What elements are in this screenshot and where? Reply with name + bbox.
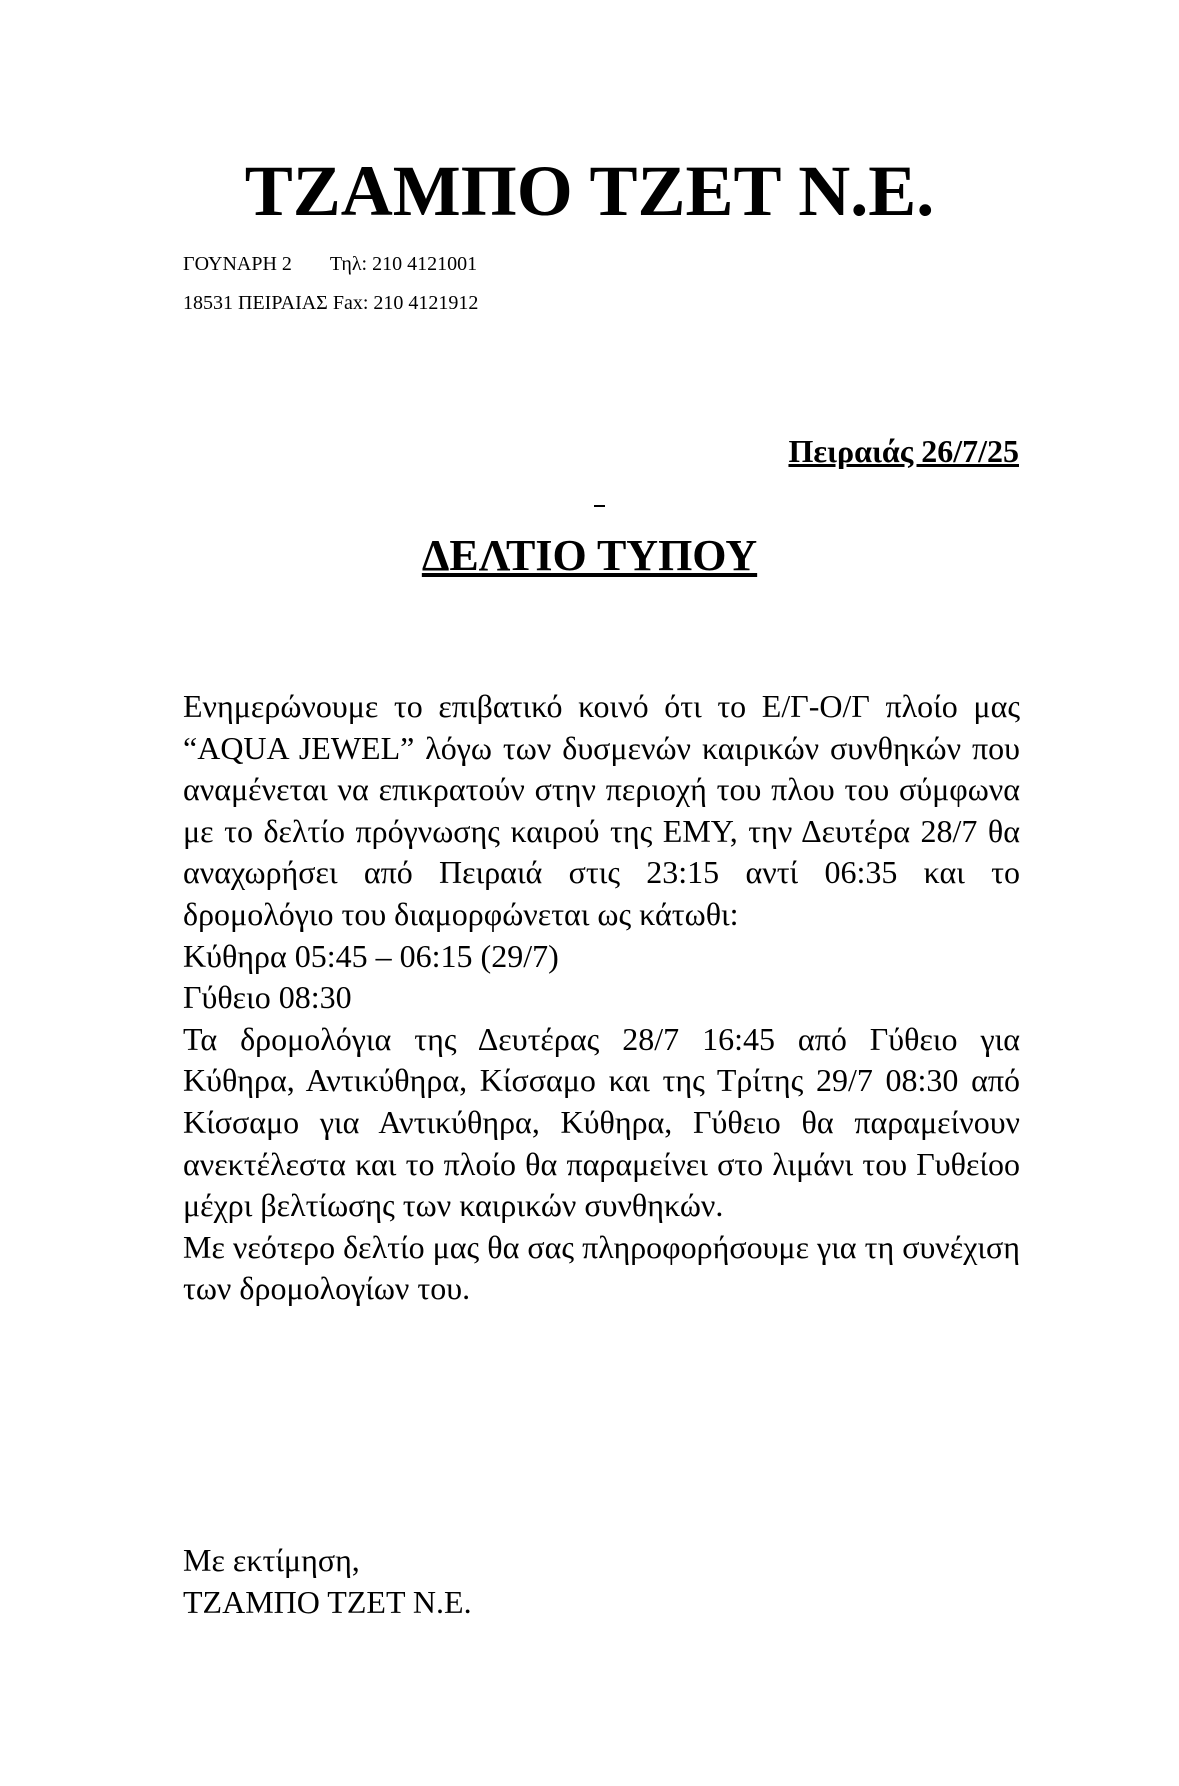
document-title: ΔΕΛΤΙΟ ΤΥΠΟΥ xyxy=(421,531,758,580)
address-street-phone xyxy=(183,252,477,276)
salutation: Με εκτίμηση, xyxy=(183,1542,360,1578)
closing-block xyxy=(183,1540,472,1623)
address-city-fax: 18531 ΠΕΙΡΑΙΑΣ Fax: 210 4121912 xyxy=(183,292,479,314)
street-address: ΓΟΥΝΑΡΗ 2 xyxy=(183,253,292,275)
cancellations-paragraph: Τα δρομολόγια της Δευτέρας 28/7 16:45 από Γύθειο για Κύθηρα, Αντικύθηρα, Κίσσαμο και της Τρίτης 29/7 08:30 από Κίσσαμο για Αντικύθηρα, Κύθηρα, Γύθειο θα παραμείνουν ανεκτέλεστα και το πλοίο θα παραμείνει στο λιμάνι του Γυθείοο μέχρι βελτίωσης των καιρικών συνθηκών. xyxy=(183,1020,1020,1224)
followup-paragraph: Με νεότερο δελτίο μας θα σας πληροφορήσουμε για τη συνέχιση των δρομολογίων του. xyxy=(183,1228,1020,1307)
company-name: ΤΖΑΜΠΟ ΤΖΕΤ Ν.Ε. xyxy=(244,151,935,231)
schedule-line: Κύθηρα 05:45 – 06:15 (29/7) xyxy=(183,937,559,974)
body-text xyxy=(183,686,1020,1310)
stray-dash-mark xyxy=(594,505,605,507)
phone-number: Τηλ: 210 4121001 xyxy=(329,253,478,275)
intro-paragraph: Ενημερώνουμε το επιβατικό κοινό ότι το Ε/Γ-Ο/Γ πλοίο μας “AQUA JEWEL” λόγω των δυσμενών καιρικών συνθηκών που αναμένεται να επικρατούν στην περιοχή του πλου του σύμφωνα με το δελτίο πρόγνωσης καιρού της ΕΜΥ, την Δευτέρα 28/7 θα αναχωρήσει από Πειραιά στις 23:15 αντί 06:35 και το δρομολόγιο του διαμορφώνεται ως κάτωθι: xyxy=(183,688,1020,932)
date-line: Πειραιάς 26/7/25 xyxy=(788,433,1019,469)
signature: ΤΖΑΜΠΟ ΤΖΕΤ Ν.Ε. xyxy=(183,1583,472,1620)
schedule-line: Γύθειο 08:30 xyxy=(183,979,352,1016)
